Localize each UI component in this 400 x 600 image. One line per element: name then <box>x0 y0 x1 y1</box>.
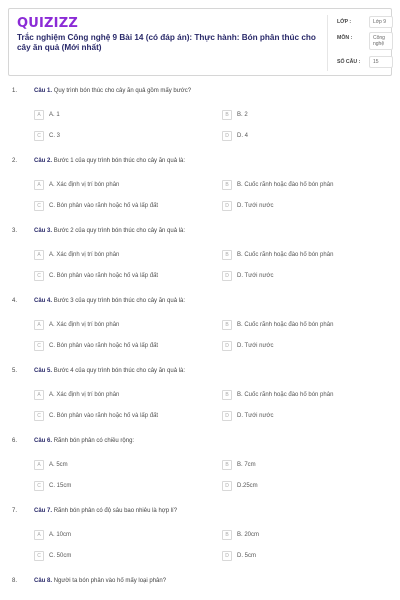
option-letter-box: A <box>34 390 44 400</box>
option-letter-box: D <box>222 131 232 141</box>
question-text <box>34 508 177 514</box>
option-text: A. 5cm <box>49 462 68 468</box>
question-label: Câu 3. <box>34 228 53 234</box>
question-label: Câu 5. <box>34 368 53 374</box>
option-letter-box: D <box>222 341 232 351</box>
option-text: D.25cm <box>237 483 258 489</box>
question-body: Rãnh bón phân có chiều rộng: <box>53 438 135 444</box>
option-text: C. 3 <box>49 133 61 139</box>
option-letter-box: C <box>34 271 44 281</box>
option-letter-box: C <box>34 481 44 491</box>
option-letter-box: B <box>222 250 232 260</box>
option-letter-box: B <box>222 460 232 470</box>
question-label: Câu 7. <box>34 508 53 514</box>
option-letter-box: B <box>222 320 232 330</box>
option-text: D. Tưới nước <box>237 203 274 209</box>
count-label: SỐ CÂU : <box>337 59 361 65</box>
option-letter-box: D <box>222 551 232 561</box>
option-letter-box: C <box>34 201 44 211</box>
option-letter-box: D <box>222 481 232 491</box>
subject-label: MÔN : <box>337 35 353 41</box>
option-text: C. 15cm <box>49 483 72 489</box>
question-body: Rãnh bón phân có độ sâu bao nhiêu là hợp lí? <box>53 508 178 514</box>
option-text: B. Cuốc rãnh hoặc đào hố bón phân <box>237 252 334 258</box>
question-text <box>34 298 185 304</box>
option-text: C. 50cm <box>49 553 72 559</box>
meta-divider <box>327 15 328 71</box>
option-letter-box: B <box>222 390 232 400</box>
option-letter-box: D <box>222 271 232 281</box>
question-label: Câu 2. <box>34 158 53 164</box>
option-letter-box: A <box>34 460 44 470</box>
question-text <box>34 228 185 234</box>
option-letter-box: A <box>34 180 44 190</box>
question-text <box>34 368 185 374</box>
question-number: 4. <box>12 298 18 304</box>
option-text: B. 2 <box>237 112 248 118</box>
question-text <box>34 438 134 444</box>
question-body: Bước 2 của quy trình bón thúc cho cây ăn quả là: <box>53 228 186 234</box>
option-letter-box: A <box>34 530 44 540</box>
class-label: LỚP : <box>337 19 352 25</box>
quiz-title: Trắc nghiệm Công nghệ 9 Bài 14 (có đáp án): Thực hành: Bón phân thúc cho cây ăn quả (Mới nhất) <box>17 33 316 52</box>
option-letter-box: C <box>34 341 44 351</box>
option-text: D. Tưới nước <box>237 343 274 349</box>
question-body: Người ta bón phân vào hố mấy loại phân? <box>53 578 167 584</box>
count-value: 15 <box>369 56 393 68</box>
question-number: 5. <box>12 368 18 374</box>
option-text: D. Tưới nước <box>237 273 274 279</box>
question-number: 8. <box>12 578 18 584</box>
question-number: 3. <box>12 228 18 234</box>
option-text: C. Bón phân vào rãnh hoặc hố và lấp đất <box>49 343 159 349</box>
option-letter-box: C <box>34 551 44 561</box>
option-text: A. 1 <box>49 112 60 118</box>
option-text: A. Xác định vị trí bón phân <box>49 252 120 258</box>
class-value: Lớp 9 <box>369 16 393 28</box>
question-text <box>34 578 166 584</box>
question-number: 2. <box>12 158 18 164</box>
question-number: 1. <box>12 88 18 94</box>
option-text: B. Cuốc rãnh hoặc đào hố bón phân <box>237 182 334 188</box>
option-text: B. Cuốc rãnh hoặc đào hố bón phân <box>237 322 334 328</box>
option-letter-box: A <box>34 110 44 120</box>
question-number: 7. <box>12 508 18 514</box>
question-body: Bước 1 của quy trình bón thúc cho cây ăn quả là: <box>53 158 186 164</box>
quiz-header <box>8 8 392 76</box>
option-text: C. Bón phân vào rãnh hoặc hố và lấp đất <box>49 203 159 209</box>
subject-value: Công nghệ <box>369 32 393 50</box>
option-text: C. Bón phân vào rãnh hoặc hố và lấp đất <box>49 413 159 419</box>
option-letter-box: A <box>34 320 44 330</box>
option-text: A. Xác định vị trí bón phân <box>49 392 120 398</box>
option-letter-box: D <box>222 201 232 211</box>
question-number: 6. <box>12 438 18 444</box>
option-letter-box: B <box>222 180 232 190</box>
question-text <box>34 158 185 164</box>
option-text: D. 5cm <box>237 553 257 559</box>
option-text: B. 20cm <box>237 532 260 538</box>
question-label: Câu 8. <box>34 578 53 584</box>
option-letter-box: B <box>222 110 232 120</box>
question-body: Bước 3 của quy trình bón thúc cho cây ăn quả là: <box>53 298 186 304</box>
question-body: Quy trình bón thúc cho cây ăn quả gồm mấy bước? <box>53 88 192 94</box>
option-text: D. Tưới nước <box>237 413 274 419</box>
quizizz-logo[interactable]: QUIZIZZ <box>17 16 78 31</box>
option-text: C. Bón phân vào rãnh hoặc hố và lấp đất <box>49 273 159 279</box>
option-text: D. 4 <box>237 133 249 139</box>
option-text: B. 7cm <box>237 462 256 468</box>
option-text: A. 10cm <box>49 532 72 538</box>
option-letter-box: D <box>222 411 232 421</box>
option-letter-box: C <box>34 131 44 141</box>
option-letter-box: A <box>34 250 44 260</box>
option-text: A. Xác định vị trí bón phân <box>49 182 120 188</box>
question-label: Câu 1. <box>34 88 53 94</box>
option-letter-box: C <box>34 411 44 421</box>
question-label: Câu 6. <box>34 438 53 444</box>
option-text: A. Xác định vị trí bón phân <box>49 322 120 328</box>
question-text <box>34 88 191 94</box>
question-body: Bước 4 của quy trình bón thúc cho cây ăn quả là: <box>53 368 186 374</box>
question-label: Câu 4. <box>34 298 53 304</box>
option-text: B. Cuốc rãnh hoặc đào hố bón phân <box>237 392 334 398</box>
option-letter-box: B <box>222 530 232 540</box>
